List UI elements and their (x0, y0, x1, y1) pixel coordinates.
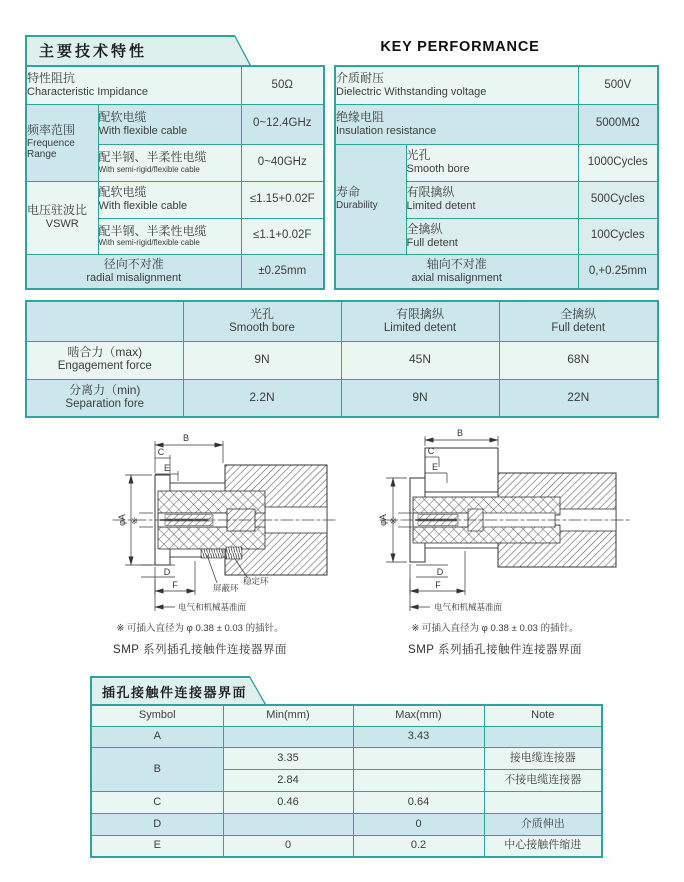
key-performance-tab-zh (25, 35, 251, 65)
label-zh: 有限擒纵 (395, 306, 444, 321)
label-en: With semi-rigid/flexible cable (98, 164, 200, 174)
label-zh: 绝缘电阻 (336, 109, 385, 124)
label-zh: 寿命 (336, 185, 361, 200)
label-en: With flexible cable (98, 124, 188, 137)
spec-insulation-resistance (335, 104, 578, 144)
reference-plane-callout: 电气和机械基准面 (434, 602, 503, 612)
label-zh: 频率范围 (27, 123, 76, 138)
label-zh: 特性阻抗 (27, 71, 76, 86)
spec-freq-semirigid-value: 0~40GHz (241, 144, 324, 181)
separation-smooth-value: 2.2N (183, 379, 341, 417)
spec-frequency-range (26, 104, 98, 181)
force-header-limited-detent (341, 301, 499, 341)
label-zh: 全擒纵 (406, 221, 443, 236)
force-header-smooth-bore (183, 301, 341, 341)
dim-C: C (427, 446, 435, 456)
dim-star: ※ (389, 516, 397, 526)
label-zh: 配半钢、半柔性电缆 (98, 150, 207, 164)
spec-radial-value: ±0.25mm (241, 254, 324, 289)
label-en: Dielectric Withstanding voltage (336, 85, 487, 98)
b1-min: 3.35 (223, 747, 353, 769)
interface-table (90, 704, 603, 858)
label-en: With semi-rigid/flexible cable (98, 238, 200, 248)
separation-full-value: 22N (499, 379, 658, 417)
stabilizing-ring-callout: 稳定环 (243, 576, 269, 586)
spec-vswr-semirigid (98, 218, 241, 254)
spec-characteristic-impedance (26, 66, 241, 104)
c-min: 0.46 (223, 791, 353, 813)
dim-B: B (456, 428, 464, 438)
separation-limited-value: 9N (341, 379, 499, 417)
spec-table-left (25, 65, 325, 290)
label-zh: 配软电缆 (98, 109, 147, 124)
c-max: 0.64 (353, 791, 484, 813)
label-zh: 全擒纵 (560, 306, 597, 321)
label-en: axial misalignment (411, 271, 502, 284)
table-row (91, 835, 602, 857)
table-row (91, 747, 602, 769)
label-zh: 配软电缆 (98, 185, 147, 200)
a-min (223, 726, 353, 747)
spec-table-right (334, 65, 659, 290)
label-zh: 分离力（min) (69, 383, 141, 398)
spec-freq-flexible (98, 104, 241, 144)
spec-smooth-bore-value: 1000Cycles (578, 144, 658, 181)
label-zh: 径向不对准 (103, 257, 164, 272)
d-note: 介质伸出 (484, 813, 602, 835)
label-zh: 轴向不对准 (426, 257, 487, 272)
b1-note: 接电缆连接器 (484, 747, 602, 769)
b2-note: 不接电缆连接器 (484, 769, 602, 791)
label-zh: 电压驻波比 (27, 203, 88, 218)
force-row-engagement (26, 341, 183, 379)
spec-axial-misalignment (335, 254, 578, 289)
spec-vswr-flexible-value: ≤1.15+0.02F (241, 181, 324, 218)
col-header-min: Min(mm) (223, 705, 353, 726)
label-en: Limited detent (406, 200, 476, 213)
c-note (484, 791, 602, 813)
spec-impedance-value: 50Ω (241, 66, 324, 104)
symbol-e: E (91, 835, 223, 857)
label-en: radial misalignment (86, 271, 182, 284)
reference-plane-callout: 电气和机械基准面 (178, 602, 247, 612)
tab-title: 插孔接触件连接器界面 (102, 685, 248, 700)
label-en: Durability (336, 200, 378, 212)
force-corner-cell (26, 301, 183, 341)
insertion-pin-note: ※ 可插入直径为 φ 0.38 ± 0.03 的插针。 (116, 623, 284, 634)
spec-radial-misalignment (26, 254, 241, 289)
dim-F: F (172, 580, 178, 590)
spec-full-detent-value: 100Cycles (578, 218, 658, 254)
col-header-symbol: Symbol (91, 705, 223, 726)
b2-max (353, 769, 484, 791)
label-en: Full detent (551, 321, 606, 334)
label-en: Frequence Range (27, 137, 75, 161)
dim-phi-A: φA (378, 514, 388, 526)
label-en: Limited detent (383, 321, 457, 334)
connector-cross-section-right (350, 425, 640, 615)
table-row (91, 726, 602, 747)
shield-ring-leader (207, 555, 217, 583)
col-header-max: Max(mm) (353, 705, 484, 726)
spec-limited-detent-value: 500Cycles (578, 181, 658, 218)
connector-cross-section-left (55, 425, 345, 615)
connector-body (113, 465, 337, 575)
col-header-note: Note (484, 705, 602, 726)
d-min (223, 813, 353, 835)
a-note (484, 726, 602, 747)
force-table (25, 300, 659, 418)
label-zh: 啮合力（max) (67, 345, 143, 360)
e-note: 中心接触件缩进 (484, 835, 602, 857)
symbol-b: B (91, 747, 223, 791)
spec-axial-value: 0,+0.25mm (578, 254, 658, 289)
spec-freq-flexible-value: 0~12.4GHz (241, 104, 324, 144)
spec-full-detent (406, 218, 578, 254)
spec-vswr (26, 181, 98, 254)
connector-drawing-left (55, 425, 345, 657)
engagement-smooth-value: 9N (183, 341, 341, 379)
spec-dielectric-withstanding (335, 66, 578, 104)
e-max: 0.2 (353, 835, 484, 857)
label-en: Characteristic Impidance (27, 85, 149, 98)
label-zh: 光孔 (406, 148, 431, 163)
spec-dielectric-value: 500V (578, 66, 658, 104)
dim-C: C (157, 447, 165, 457)
dim-E: E (163, 463, 171, 473)
spec-limited-detent (406, 181, 578, 218)
label-en: Insulation resistance (336, 124, 437, 137)
engagement-limited-value: 45N (341, 341, 499, 379)
symbol-d: D (91, 813, 223, 835)
a-max: 3.43 (353, 726, 484, 747)
figure-caption: SMP 系列插孔接触件连接器界面 (408, 644, 582, 656)
dim-phi-A: φA (117, 514, 127, 526)
connector-body (380, 448, 632, 567)
b2-min: 2.84 (223, 769, 353, 791)
spec-smooth-bore (406, 144, 578, 181)
shield-ring-callout: 屏蔽环 (213, 583, 239, 593)
interface-table-tab (90, 676, 266, 704)
force-header-full-detent (499, 301, 658, 341)
label-en: Engagement force (57, 360, 152, 373)
engagement-full-value: 68N (499, 341, 658, 379)
symbol-c: C (91, 791, 223, 813)
table-row (91, 791, 602, 813)
dim-D: D (436, 567, 444, 577)
label-en: Full detent (406, 236, 458, 249)
table-row (91, 813, 602, 835)
dim-E: E (431, 462, 439, 472)
e-min: 0 (223, 835, 353, 857)
d-max: 0 (353, 813, 484, 835)
label-zh: 介质耐压 (336, 71, 385, 86)
tab-title: 主要技术特性 (39, 43, 148, 60)
label-zh: 有限擒纵 (406, 185, 455, 200)
dim-B: B (182, 433, 190, 443)
label-en: Smooth bore (229, 321, 295, 334)
figure-caption: SMP 系列插孔接触件连接器界面 (113, 644, 287, 656)
dim-star: ※ (130, 516, 138, 526)
label-zh: 光孔 (249, 306, 274, 321)
label-en: Smooth bore (406, 163, 470, 176)
label-en: Separation fore (65, 398, 145, 411)
key-performance-heading: KEY PERFORMANCE (380, 39, 540, 55)
spec-vswr-flexible (98, 181, 241, 218)
spec-durability (335, 144, 406, 254)
connector-drawing-right (350, 425, 640, 657)
b1-max (353, 747, 484, 769)
dim-F: F (435, 580, 441, 590)
symbol-a: A (91, 726, 223, 747)
spec-freq-semirigid (98, 144, 241, 181)
spec-insulation-value: 5000MΩ (578, 104, 658, 144)
label-en: VSWR (45, 218, 79, 231)
label-en: With flexible cable (98, 200, 188, 213)
dim-D: D (163, 567, 171, 577)
force-row-separation (26, 379, 183, 417)
spec-vswr-semirigid-value: ≤1.1+0.02F (241, 218, 324, 254)
label-zh: 配半钢、半柔性电缆 (98, 223, 207, 238)
insertion-pin-note: ※ 可插入直径为 φ 0.38 ± 0.03 的插针。 (411, 623, 579, 634)
